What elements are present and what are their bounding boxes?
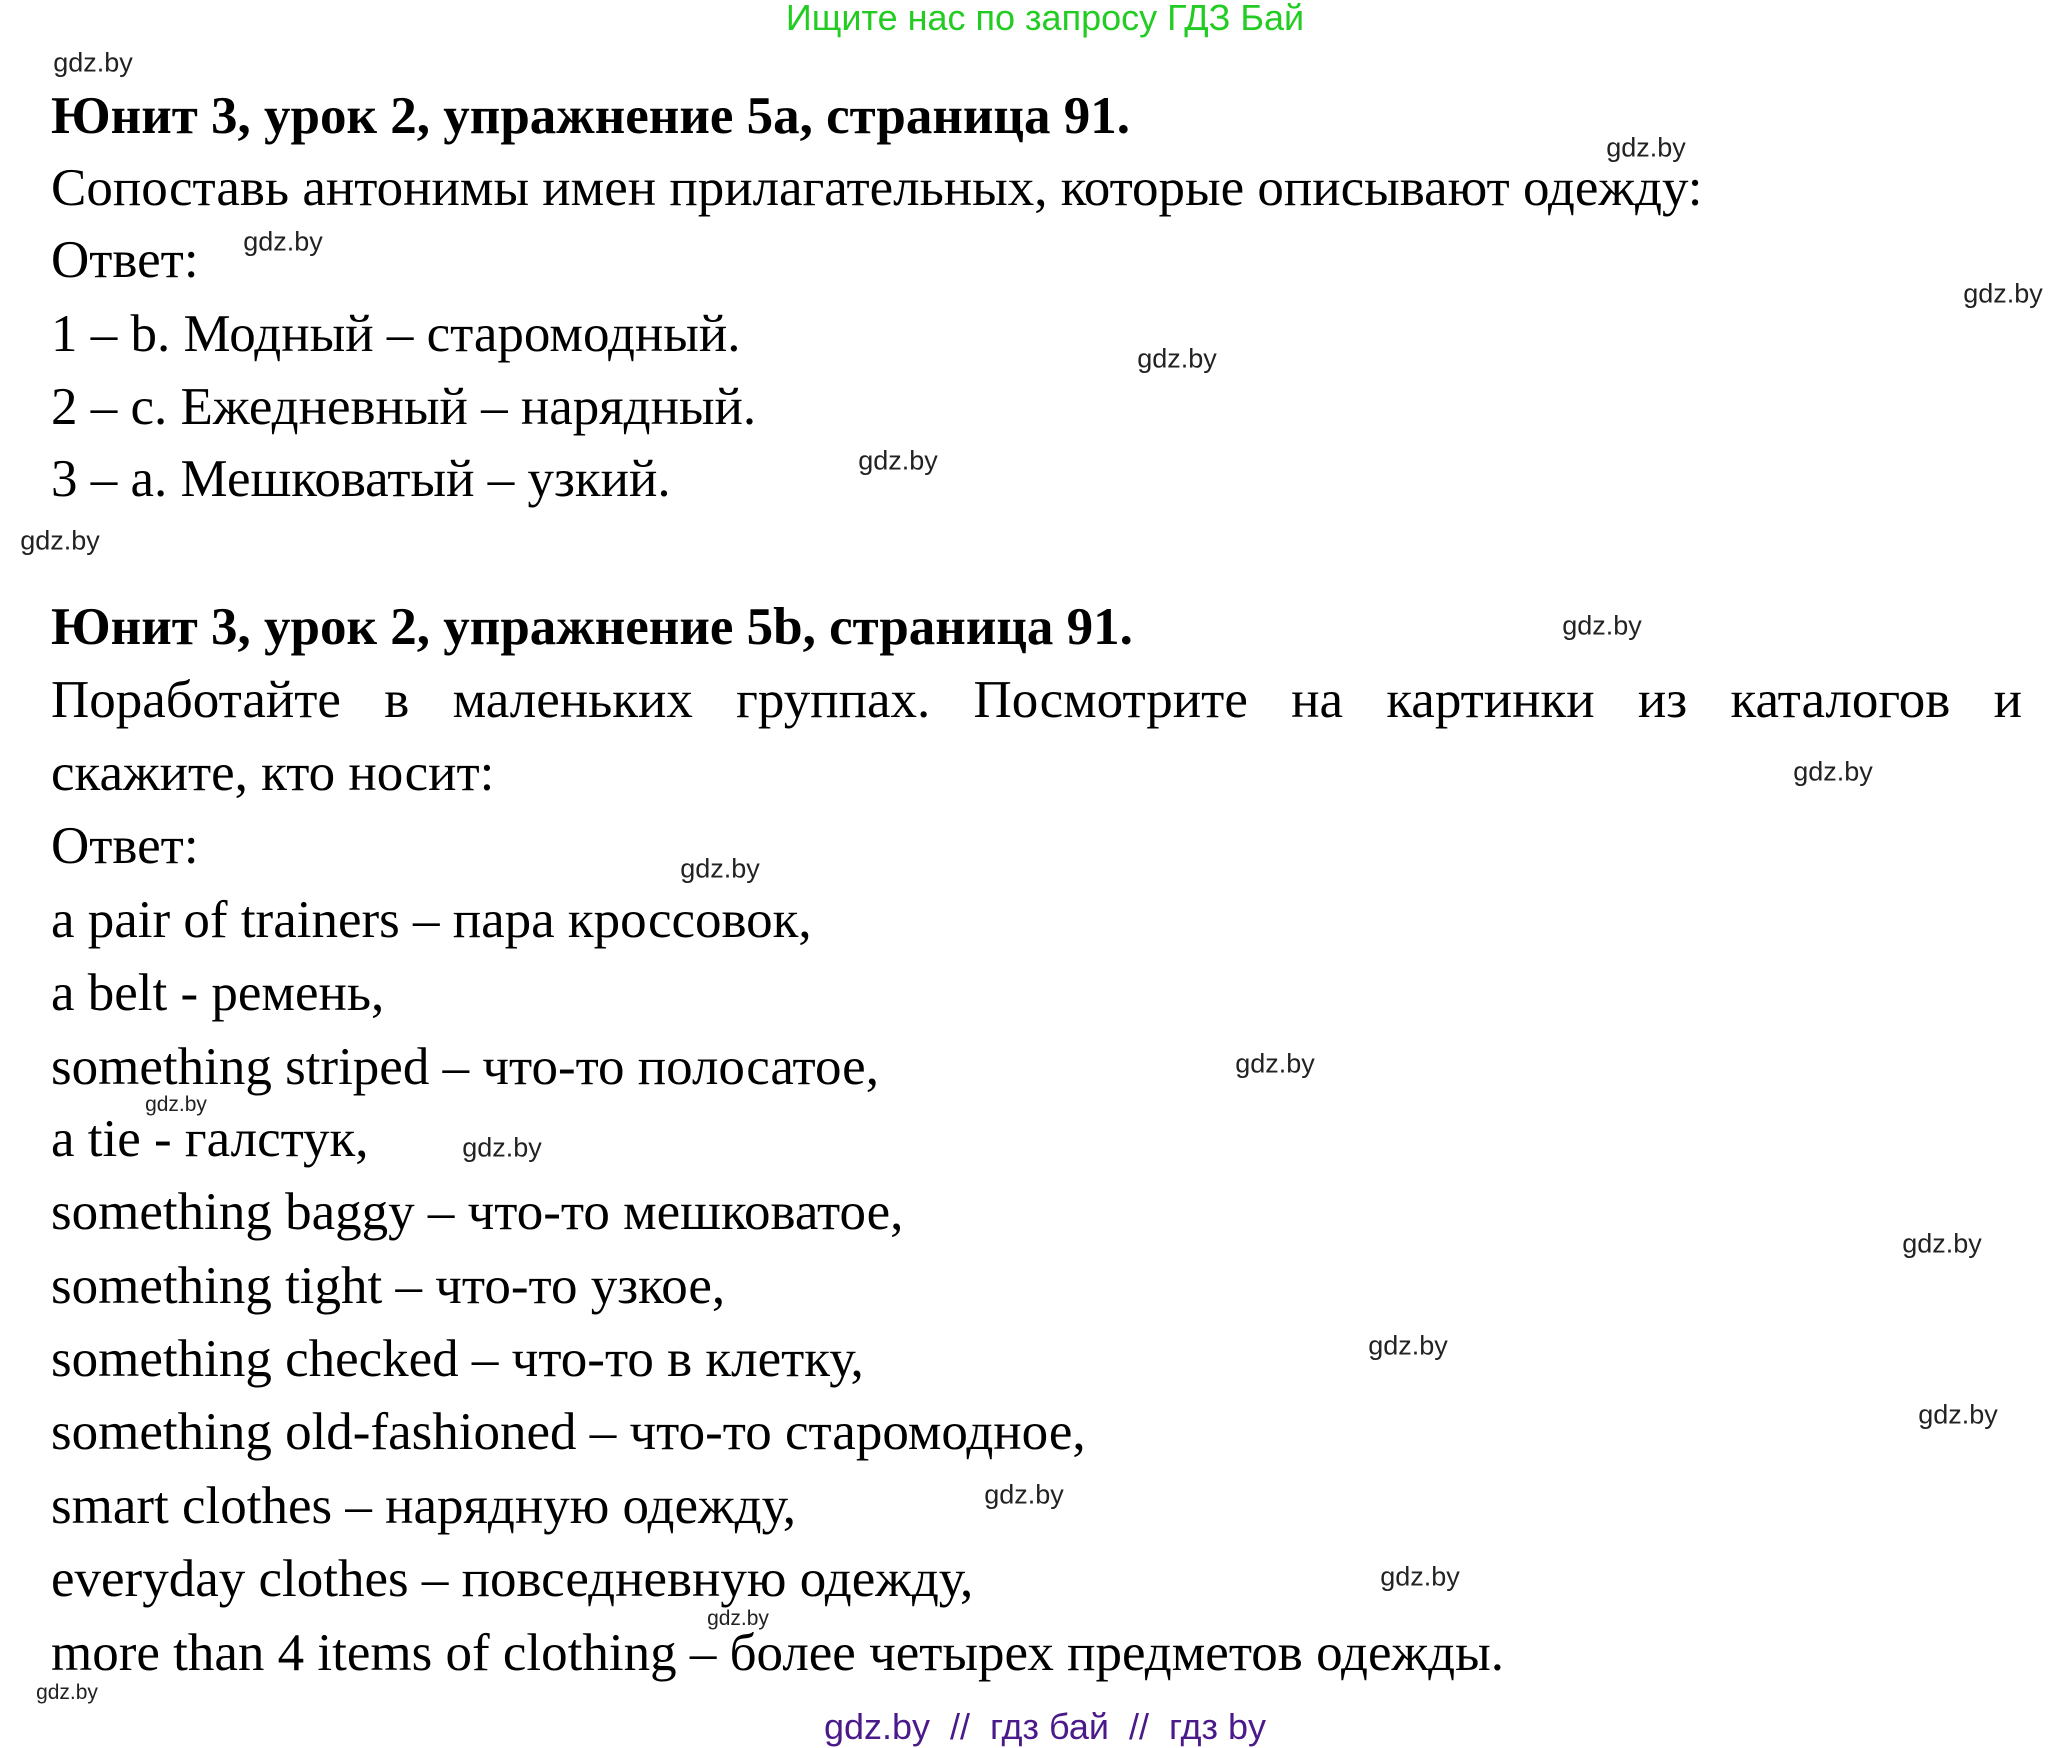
watermark: gdz.by <box>1137 343 1217 374</box>
watermark: gdz.by <box>1963 278 2043 309</box>
answer-line: something checked – что-то в клетку, <box>51 1330 864 1388</box>
answer-line: a pair of trainers – пара кроссовок, <box>51 891 812 949</box>
footer-links[interactable]: gdz.by // гдз бай // гдз by <box>823 1706 1267 1747</box>
watermark: gdz.by <box>1902 1228 1982 1259</box>
answer-line: something old-fashioned – что-то старомодное, <box>51 1403 1086 1461</box>
watermark: gdz.by <box>1562 610 1642 641</box>
watermark: gdz.by <box>1918 1399 1998 1430</box>
watermark: gdz.by <box>462 1132 542 1163</box>
section-b-answer-label: Ответ: <box>51 817 199 875</box>
answer-line: everyday clothes – повседневную одежду, <box>51 1550 974 1608</box>
section-b-task-line1: Поработайте в маленьких группах. Посмотрите на картинки из каталогов и <box>51 671 2022 729</box>
watermark: gdz.by <box>20 525 100 556</box>
watermark: gdz.by <box>145 1093 207 1116</box>
watermark: gdz.by <box>707 1607 769 1630</box>
watermark: gdz.by <box>36 1681 98 1704</box>
section-a-task: Сопоставь антонимы имен прилагательных, которые описывают одежду: <box>51 159 1703 217</box>
watermark: gdz.by <box>243 226 323 257</box>
watermark: gdz.by <box>1606 132 1686 163</box>
section-b-title: Юнит 3, урок 2, упражнение 5b, страница 91. <box>51 598 1133 656</box>
answer-line: a belt - ремень, <box>51 964 385 1022</box>
section-a-answer-label: Ответ: <box>51 231 199 289</box>
watermark: gdz.by <box>1793 756 1873 787</box>
section-a-title: Юнит 3, урок 2, упражнение 5a, страница 91. <box>51 87 1130 145</box>
answer-line: smart clothes – нарядную одежду, <box>51 1477 797 1535</box>
answer-line: something baggy – что-то мешковатое, <box>51 1183 904 1241</box>
answer-line: more than 4 items of clothing – более четырех предметов одежды. <box>51 1624 1504 1682</box>
answer-line: 1 – b. Модный – старомодный. <box>51 305 741 363</box>
search-banner: Ищите нас по запросу ГДЗ Бай <box>785 0 1305 38</box>
watermark: gdz.by <box>1235 1048 1315 1079</box>
watermark: gdz.by <box>53 47 133 78</box>
answer-line: something tight – что-то узкое, <box>51 1257 726 1315</box>
answer-line: something striped – что-то полосатое, <box>51 1038 879 1096</box>
section-b-task-line2: скажите, кто носит: <box>51 744 495 802</box>
watermark: gdz.by <box>1380 1561 1460 1592</box>
watermark: gdz.by <box>984 1479 1064 1510</box>
answer-line: a tie - галстук, <box>51 1110 369 1168</box>
watermark: gdz.by <box>858 445 938 476</box>
answer-line: 3 – a. Мешковатый – узкий. <box>51 450 671 508</box>
watermark: gdz.by <box>1368 1330 1448 1361</box>
watermark: gdz.by <box>680 853 760 884</box>
answer-line: 2 – c. Ежедневный – нарядный. <box>51 378 757 436</box>
